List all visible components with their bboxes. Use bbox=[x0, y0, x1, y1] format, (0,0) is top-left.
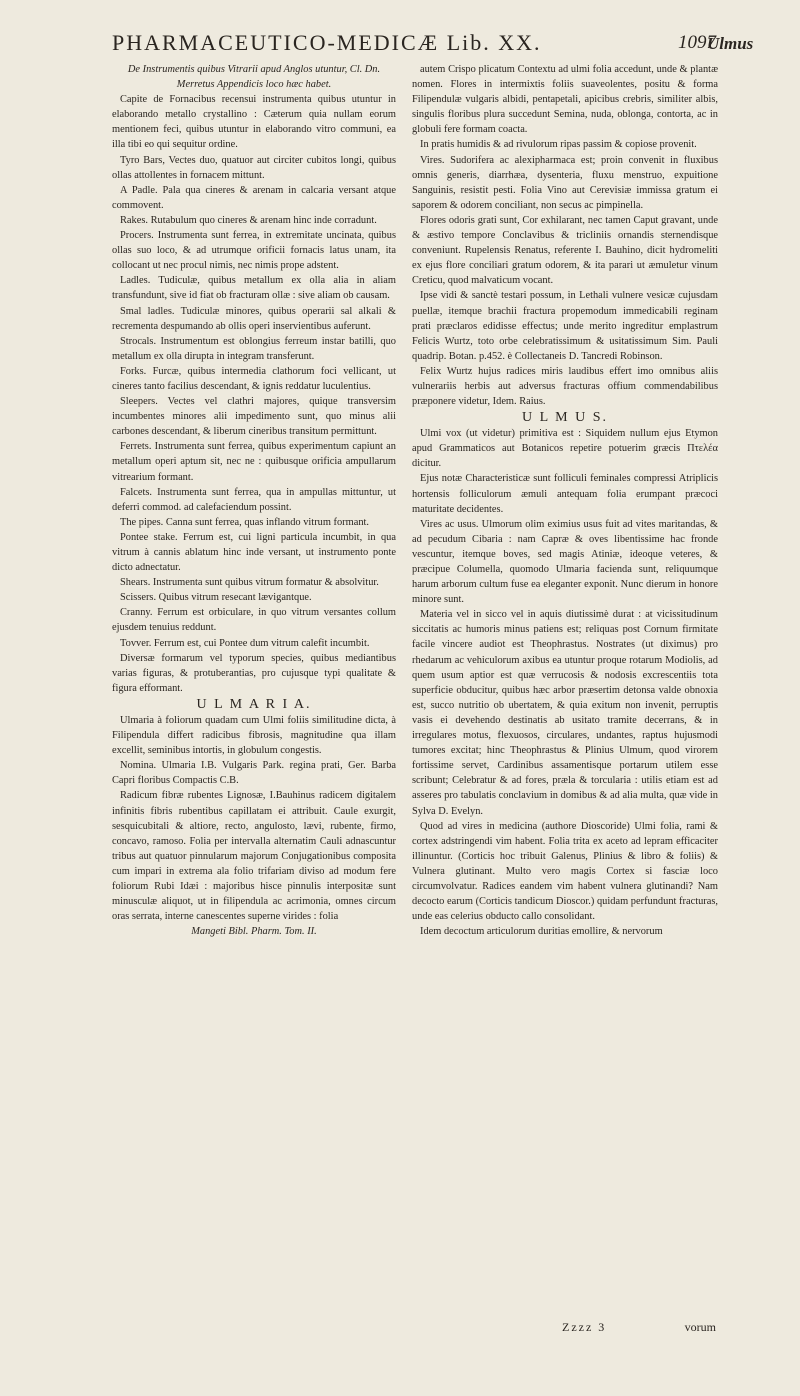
catchword: vorum bbox=[684, 1320, 716, 1334]
section-heading: U L M A R I A. bbox=[196, 696, 312, 712]
paragraph: Falcets. Instrumenta sunt ferrea, qua in ampullas mittuntur, ut deferri commod. ad calefaciendum possint. bbox=[112, 486, 396, 513]
paragraph: Vires ac usus. Ulmorum olim eximius usus fuit ad vites maritandas, & ad pecudum Cibaria : nam Capræ & oves libentissime hac fronde vescuntur, itemque boves, sed magis Atiniæ, ideoque veteres, & præcipue Columella, quomodo Ulmaria facienda sunt, reliquumque harum arborum cultum fuse ea eleganter exponit. Nunc dierum in honore minore sunt. bbox=[412, 518, 718, 606]
paragraph: Felix Wurtz hujus radices miris laudibus effert imo omnibus aliis vulnerariis herbis aut adversus fracturas offium commendabilibus præponere videtur, Idem. Raius. bbox=[412, 365, 718, 408]
paragraph: Vires. Sudorifera ac alexipharmaca est; proin convenit in fluxibus omnis generis, diarrhæa, dysenteria, fluxu menstruo, expuitione Sanguinis, resistit pesti. Folia Vino aut Cerevisiæ immissa gratum ei saporem & odorem conciliant, non secus ac pimpinella. bbox=[412, 154, 718, 211]
paragraph: Capite de Fornacibus recensui instrumenta quibus utuntur in elaborando metallo crystallino : Cæterum quia nullam eorum mentionem feci, quibus utuntur in elaborando vitro communi, ea illa tibi eo qui sequitur ordine. bbox=[112, 94, 396, 151]
paragraph: Scissers. Quibus vitrum resecant lævigantque. bbox=[120, 592, 312, 604]
paragraph: autem Crispo plicatum Contextu ad ulmi folia accedunt, unde & plantæ nomen. Flores in intermixtis foliis suaveolentes, positu & forma Filipendulæ vulgaris albidi, pentapetali, apicibus crebris, similiter albis, singulis floribus plura succedunt Semina, nuda, oblonga, contorta, ac in globuli fere formam coacta. bbox=[412, 64, 718, 136]
paragraph: Ulmi vox (ut videtur) primitiva est : Siquidem nullum ejus Etymon apud Grammaticos aut Botanicos repetire potuerim græcis Πτελέα dicitur. bbox=[412, 428, 718, 470]
paragraph: Cranny. Ferrum est orbiculare, in quo vitrum versantes collum ejusdem tenuius reddunt. bbox=[112, 607, 396, 634]
running-title: PHARMACEUTICO-MEDICÆ Lib. XX. bbox=[112, 30, 542, 55]
paragraph: Flores odoris grati sunt, Cor exhilarant, nec tamen Caput gravant, unde & æstivo tempore Conclavibus & tricliniis ornandis sternendisque conveniunt. Rupelensis Renatus, referente I. Bauhino, dicit hydromeliti ex ejus flore conciliari gratum odorem, & ita parari ut æmuletur vinum Creticu, quod malvaticum vocant. bbox=[412, 214, 718, 287]
paragraph: Shears. Instrumenta sunt quibus vitrum formatur & absolvitur. bbox=[120, 577, 379, 589]
paragraph: Ejus notæ Characteristicæ sunt folliculi feminales compressi Atriplicis hortensis folliculorum æmuli antequam folia erumpant præcoci maturitate decidentes. bbox=[412, 473, 718, 515]
paragraph: Strocals. Instrumentum est oblongius ferreum instar batilli, quo metallum ex olla dirupta in integram transferunt. bbox=[112, 335, 396, 362]
paragraph: Ladles. Tudiculæ, quibus metallum ex olla alia in aliam transfundunt, sive id fiat ob fracturam ollæ : sive aliam ob causam. bbox=[112, 275, 396, 302]
paragraph: Rakes. Rutabulum quo cineres & arenam hinc inde corradunt. bbox=[120, 214, 377, 226]
running-header bbox=[112, 30, 754, 62]
paragraph: De Instrumentis quibus Vitrarii apud Anglos utuntur, Cl. Dn. Merretus Appendicis loco hæc habet. bbox=[127, 64, 381, 91]
paragraph: In pratis humidis & ad rivulorum ripas passim & copiose provenit. bbox=[420, 139, 697, 151]
paragraph: Tovver. Ferrum est, cui Pontee dum vitrum calefit incumbit. bbox=[120, 637, 370, 649]
paragraph: Ferrets. Instrumenta sunt ferrea, quibus experimentum capiunt an metallum operi aptum sit, nec ne : quibusque orificia ampullarum vitrearium formant. bbox=[112, 441, 396, 483]
paragraph: Nomina. Ulmaria I.B. Vulgaris Park. regina prati, Ger. Barba Capri floribus Compactis C.B. bbox=[112, 760, 396, 787]
page-footer bbox=[112, 1320, 716, 1338]
paragraph: Mangeti Bibl. Pharm. Tom. II. bbox=[191, 926, 317, 938]
section-label: Ulmus bbox=[707, 34, 754, 53]
paragraph: Ulmaria à foliorum quadam cum Ulmi foliis similitudine dicta, à Filipendula differt radicibus fibrosis, magnitudine qua illam excellit, seminibus intortis, in globulum congestis. bbox=[112, 714, 396, 757]
paragraph: Forks. Furcæ, quibus intermedia clathorum foci vellicant, ut cineres tanto facilius descendant, & ignis reddatur luculentius. bbox=[112, 365, 396, 392]
paragraph: Ipse vidi & sanctè testari possum, in Lethali vulnere vesicæ cujusdam puellæ, itemque brachii fractura propemodum immedicabili reginam prati præclaros edidisse effectus; unde merito ingreditur emplastrum Felicis Wurtz, toto orbe celebratissimum & usitatissimum Sim. Pauli quadrip. Botan. p.452. è Collectaneis D. Tancredi Robinson. bbox=[412, 290, 718, 362]
paragraph: Idem decoctum articulorum duritias emollire, & nervorum bbox=[420, 926, 663, 938]
section-heading: U L M U S. bbox=[522, 410, 608, 426]
left-column bbox=[112, 62, 396, 939]
paragraph: A Padle. Pala qua cineres & arenam in calcaria versant atque commovent. bbox=[112, 184, 396, 211]
paragraph: Radicum fibræ rubentes Lignosæ, I.Bauhinus radicem digitalem infinitis fibris rubentibus capillatam ei attribuit. Caule exurgit, sesquicubitali & altiore, recto, angulosto, lævi, rubente, firmo, concavo, ramoso. Folia per intervalla alternatim Cauli adnascuntur tribus aut quatuor pinnularum majorum Conjugationibus composita cum impari in extrema ala folio trifariam diviso ad modum fere foliorum Rubi Idæi : majoribus hisce pinnulis interpositæ sunt minusculæ aliquot, ut in filipendula ac acrimonia, omnes circum oras serrata, interne canescentes superne virides : folia bbox=[112, 790, 396, 923]
paragraph: Quod ad vires in medicina (authore Dioscoride) Ulmi folia, rami & cortex adstringendi vim habent. Folia trita ex aceto ad lepram efficaciter illinuntur. (Corticis hoc tribuit Galenus, Plinius & libro & foliis) & Vulnera glutinant. Multo vero magis Cortex si fasciæ loco circumvolvatur. Radices eandem vim habent vulnera glutinandi? Nam decocto earum (Corticis tandicum Dioscor.) quidam perfundunt fracturas, unde eas celerius obducto callo consolidant. bbox=[412, 820, 718, 923]
paragraph: Sleepers. Vectes vel clathri majores, quique transversim incumbentes minores alii impedimento sunt, quo minus alii carbones descendant, & liberum cineribus transitum permittunt. bbox=[112, 396, 396, 438]
paragraph: Smal ladles. Tudiculæ minores, quibus operarii sal alkali & recrementa despumando ab ollis operi inservientibus auferunt. bbox=[112, 305, 396, 332]
paragraph: Procers. Instrumenta sunt ferrea, in extremitate uncinata, quibus ollas suo loco, & ad utrumque orificii fornacis latus unam, ita collocant ut nec procul nimis, nec nimis prope adstent. bbox=[112, 230, 396, 272]
paragraph: Tyro Bars, Vectes duo, quatuor aut circiter cubitos longi, quibus ollas attollentes in fornacem mittunt. bbox=[112, 154, 396, 181]
paragraph: Materia vel in sicco vel in aquis diutissimè durat : at vicissitudinum siccitatis ac humoris minus patiens est; reliquas post Cornum firmitate facile vincere audiot est Theophrastus. Nostrates (ut diximus) pro rhedarum ac vehiculorum axibus ea utuntur proque rotarum Modiolis, ad quem usum aptior est quæ verrucosis & nodosis excrescentiis tota superficie obducitur, quibus hæc arbor præsertim detonsa valde obnoxia est, succo nutritio ob ubertatem, & quia exitum non invenit, perruptis vasis ei devehendo destinatis ab usitato tramite decerrans, & in irregulares motus, flexuosos, circulares, undantes, raptus hujusmodi tumores excitat; hinc Theophrastus & Plinius Ulmum, quod virorem fortissime servet, Cardinibus assamentisque portarum utilem esse scribunt; Celebratur & ad fores, præla & torcularia : utilis etiam est ad asseres pro tabulatis conclavium in domibus & ad alia multa, quæ vide in Sylva D. Evelyn. bbox=[412, 609, 718, 817]
signature-mark: Zzzz 3 bbox=[562, 1320, 607, 1334]
paragraph: Diversæ formarum vel typorum species, quibus mediantibus varias figuras, & protuberantias, pro cujusque typi qualitate & figura efformant. bbox=[112, 652, 396, 694]
right-column bbox=[412, 62, 718, 939]
page-number: 1097 bbox=[678, 32, 716, 53]
paragraph: The pipes. Canna sunt ferrea, quas inflando vitrum formant. bbox=[120, 516, 370, 528]
paragraph: Pontee stake. Ferrum est, cui ligni particula incumbit, in qua vitrum à cannis ablatum hinc inde versant, ut instrumento ponte dicto adnectatur. bbox=[112, 531, 396, 574]
